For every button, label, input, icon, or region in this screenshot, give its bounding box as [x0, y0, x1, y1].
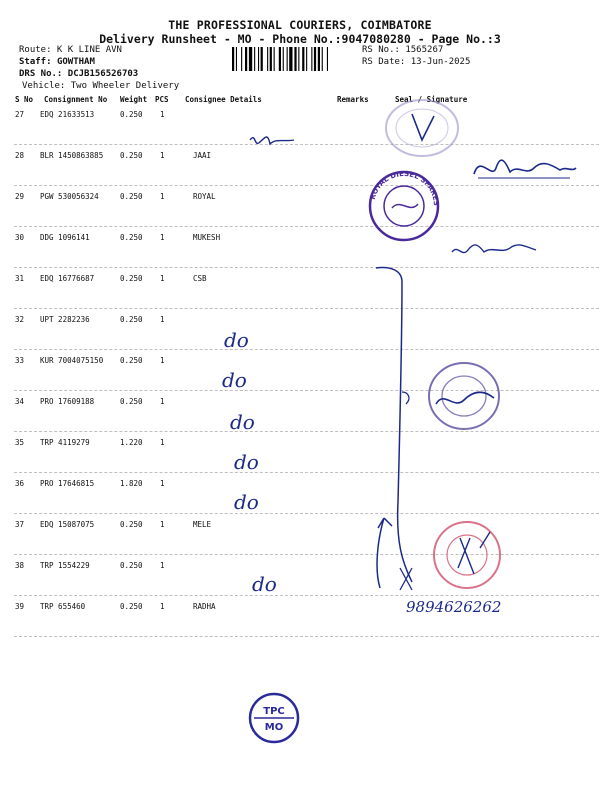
row-pcs: 1	[160, 274, 165, 283]
row-pcs: 1	[160, 356, 165, 365]
row-consignee: JAAI	[193, 151, 212, 160]
row-sno: 27	[15, 110, 25, 119]
runsheet-subtitle: Delivery Runsheet - MO - Phone No.:9047080280 - Page No.:3	[99, 32, 501, 46]
row-pcs: 1	[160, 397, 165, 406]
row-consignment-no: EDQ 15087075	[40, 520, 95, 529]
row-pcs: 1	[160, 602, 165, 611]
col-consignee: Consignee Details	[185, 95, 262, 104]
table-row	[0, 186, 600, 227]
ditto-row-39: do	[252, 572, 277, 596]
faded-seal-stamp	[382, 96, 464, 158]
row-pcs: 1	[160, 315, 165, 324]
ditto-row-37: do	[234, 490, 259, 514]
signature-row-28	[248, 130, 296, 154]
ditto-row-35: do	[230, 410, 255, 434]
vehicle-text: Vehicle: Two Wheeler Delivery	[22, 81, 180, 91]
row-weight: 0.250	[120, 192, 143, 201]
row-consignment-no: PRO 17646815	[40, 479, 95, 488]
row-divider	[14, 636, 599, 637]
drs-label: DRS No.:	[19, 69, 63, 79]
row-sno: 29	[15, 192, 25, 201]
ditto-row-36: do	[234, 450, 259, 474]
row-pcs: 1	[160, 438, 165, 447]
row-sno: 36	[15, 479, 25, 488]
row-consignment-no: EDQ 16776687	[40, 274, 95, 283]
table-row	[0, 514, 600, 555]
row-weight: 0.250	[120, 274, 143, 283]
rs-number: RS No.: 1565267	[362, 45, 444, 55]
row-weight: 0.250	[120, 602, 143, 611]
row-sno: 28	[15, 151, 25, 160]
runsheet-title: THE PROFESSIONAL COURIERS, COIMBATORE	[168, 18, 432, 32]
row-consignee: RADHA	[193, 602, 216, 611]
col-seal-signature: Seal / Signature	[395, 95, 468, 104]
svg-text:ROYAL DIESEL SPARES	[369, 170, 440, 206]
row-weight: 1.820	[120, 479, 143, 488]
row-pcs: 1	[160, 192, 165, 201]
staff-label: Staff:	[19, 57, 52, 67]
row-weight: 0.250	[120, 356, 143, 365]
row-consignment-no: EDQ 21633513	[40, 110, 95, 119]
col-weight: Weight	[120, 95, 148, 104]
row-sno: 37	[15, 520, 25, 529]
electricals-stamp	[430, 518, 504, 592]
col-pcs: PCS	[155, 95, 169, 104]
table-row	[0, 309, 600, 350]
drs-number: DCJB156526703	[67, 69, 139, 79]
row-pcs: 1	[160, 479, 165, 488]
row-sno: 34	[15, 397, 25, 406]
staff-name: GOWTHAM	[56, 57, 95, 67]
table-row	[0, 391, 600, 432]
table-row	[0, 555, 600, 596]
row-weight: 0.250	[120, 110, 143, 119]
row-pcs: 1	[160, 561, 165, 570]
col-consignment: Consignment No	[44, 95, 108, 104]
row-consignment-no: TRP 4119279	[40, 438, 90, 447]
signature-row-29	[470, 150, 580, 186]
row-consignment-no: DDG 1096141	[40, 233, 90, 242]
row-pcs: 1	[160, 151, 165, 160]
row-sno: 30	[15, 233, 25, 242]
row-consignment-no: KUR 7004075150	[40, 356, 104, 365]
row-consignee: CSB	[193, 274, 207, 283]
mo-text: MO	[264, 722, 284, 733]
row-weight: 0.250	[120, 315, 143, 324]
round-shop-stamp	[424, 360, 504, 432]
row-consignee: MUKESH	[193, 233, 221, 242]
drs-row	[19, 69, 138, 79]
col-sno: S No	[15, 95, 34, 104]
signature-arrow	[370, 508, 422, 598]
row-pcs: 1	[160, 520, 165, 529]
row-consignee: ROYAL	[193, 192, 216, 201]
row-consignment-no: TRP 1554229	[40, 561, 90, 570]
row-weight: 1.220	[120, 438, 143, 447]
diesel-stamp-text: ROYAL DIESEL SPARES	[368, 169, 441, 207]
row-consignment-no: PRO 17609188	[40, 397, 95, 406]
row-sno: 35	[15, 438, 25, 447]
ditto-row-34: do	[222, 368, 247, 392]
row-consignment-no: PGW 530056324	[40, 192, 99, 201]
row-pcs: 1	[160, 110, 165, 119]
barcode-image	[232, 47, 356, 71]
row-weight: 0.250	[120, 520, 143, 529]
table-row	[0, 596, 600, 637]
ditto-row-33: do	[224, 328, 249, 352]
signature-row-30	[450, 236, 540, 262]
row-sno: 38	[15, 561, 25, 570]
row-sno: 32	[15, 315, 25, 324]
row-sno: 39	[15, 602, 25, 611]
table-row	[0, 473, 600, 514]
tpc-mo-stamp	[248, 692, 300, 744]
table-row	[0, 350, 600, 391]
rs-date: RS Date: 13-Jun-2025	[362, 57, 471, 67]
staff-row	[19, 57, 95, 67]
row-weight: 0.250	[120, 151, 143, 160]
row-weight: 0.250	[120, 561, 143, 570]
row-consignment-no: UPT 2282236	[40, 315, 90, 324]
table-row	[0, 104, 600, 145]
row-consignment-no: TRP 655460	[40, 602, 86, 611]
table-row	[0, 432, 600, 473]
tpc-text: TPC	[263, 706, 285, 717]
row-sno: 31	[15, 274, 25, 283]
handwritten-phone: 9894626262	[406, 598, 502, 616]
table-row	[0, 268, 600, 309]
row-sno: 33	[15, 356, 25, 365]
row-weight: 0.250	[120, 397, 143, 406]
row-weight: 0.250	[120, 233, 143, 242]
route-text: Route: K K LINE AVN	[19, 45, 122, 55]
row-consignee: MELE	[193, 520, 212, 529]
col-remarks: Remarks	[337, 95, 369, 104]
row-pcs: 1	[160, 233, 165, 242]
row-consignment-no: BLR 1450863885	[40, 151, 104, 160]
royal-diesel-spares-stamp	[366, 168, 444, 244]
